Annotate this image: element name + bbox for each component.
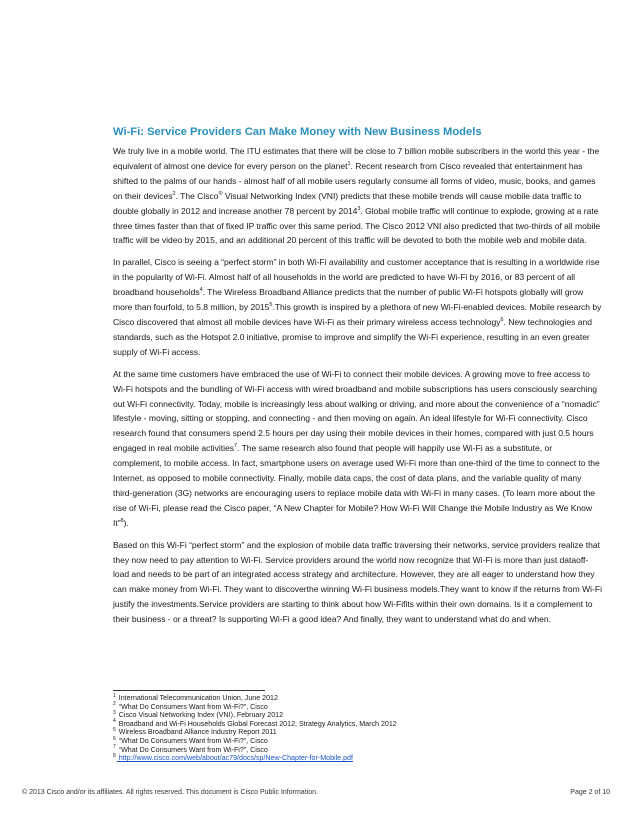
footnote-link[interactable]: http://www.cisco.com/web/about/ac79/docs/sp/New-Chapter-for-Mobile.pdf (116, 754, 353, 763)
p2-text-d: . New technologies and standards, such as the Hotspot 2.0 initiative, promise to improve and simplify the Wi-Fi experience, resulting in an even greater supply of Wi-Fi access. (113, 316, 592, 357)
main-content (113, 124, 603, 634)
p3-text-a: At the same time customers have embraced the use of Wi-Fi to connect their mobile devices. A growing move to free access to Wi-Fi hotspots and the bundling of Wi-Fi access with wired broadband and mobile subscriptions has users consciously searching out Wi-Fi connectivity. Today, mobile is increasingly less about walking or driving, and more about the convenience of a “nomadic” lifestyle - moving, sitting or stopping, and connecting - and then moving on again. An ideal lifestyle for Wi-Fi connectivity. Cisco research found that consumers spend 2.5 hours per day using their mobile devices in their homes, compared with just 0.5 hours engaged in real mobile activities (113, 368, 600, 454)
footnote-number: 2 (113, 701, 116, 708)
footnote-ref-1[interactable]: 1 (347, 161, 351, 168)
copyright-notice: © 2013 Cisco and/or its affiliates. All rights reserved. This document is Cisco Public Information. (22, 789, 318, 796)
footnote-1 (113, 694, 603, 703)
footnote-2 (113, 703, 603, 712)
footnote-ref-6[interactable]: 6 (500, 317, 504, 324)
p1-text-b: . Recent research from Cisco revealed that entertainment has shifted to the palms of our hands - almost half of all mobile users regularly consume all forms of video, music, books, and games on their devices (113, 160, 596, 201)
p2-text-b: . The Wireless Broadband Alliance predicts that the number of public Wi-Fi hotspots globally will grow more than fourfold, to 5.8 million, by 2015 (113, 287, 584, 313)
footnote-text: Wireless Broadband Alliance Industry Report 2011 (116, 728, 277, 737)
p1-text-c: . The Cisco (175, 190, 219, 201)
footnote-ref-2[interactable]: 2 (172, 190, 176, 197)
footnote-7 (113, 746, 603, 755)
p1-text-d: Visual Networking Index (VNI) predicts that these mobile trends will cause mobile data traffic to double globally in 2012 and increase another 78 percent by 2014 (113, 190, 582, 216)
footnote-number: 5 (113, 727, 116, 734)
footnote-number: 4 (113, 718, 116, 725)
footnote-ref-4[interactable]: 4 (199, 287, 203, 294)
p3-text-b: . The same research also found that people will happily use Wi-Fi as a substitute, or complement, to mobile access. In fact, smartphone users on average used Wi-Fi more than one-third of the time to connect to the Internet, as opposed to mobile connectivity. Finally, mobile data caps, the cost of data plans, and the variable quality of many third-generation (3G) networks are encouraging users to replace mobile data with Wi-Fi in many cases. (To learn more about the rise of Wi-Fi, please read the Cisco paper, “A New Chapter for Mobile? How Wi-Fi Will Change the Mobile Industry as We Know It” (113, 443, 600, 528)
p3-text-c: ). (123, 517, 129, 528)
footnote-number: 8 (113, 752, 116, 759)
page-title: Wi-Fi: Service Providers Can Make Money with New Business Models (113, 126, 482, 138)
footnote-ref-5[interactable]: 5 (269, 302, 273, 309)
paragraph-service-providers: Based on this Wi-Fi “perfect storm” and the explosion of mobile data traffic traversing their networks, service providers realize that they now need to pay attention to Wi-Fi. Service providers around the world now recognize that Wi-Fi is more than just dataoff-load and needs to be part of an integrated access strategy and architecture. However, they are all eager to understand how they can make money from Wi-Fi. They want to discoverthe winning Wi-Fi business models.They want to know if the returns from Wi-Fi justify the investments.Service providers are starting to think about how Wi-Fifits within their own domains. Is it a complement to their business - or a threat? Is supporting Wi-Fi a good idea? And finally, they want to understand what do and when. (113, 539, 602, 625)
footnote-number: 7 (113, 744, 116, 751)
footnote-8 (113, 754, 603, 763)
footnotes (113, 694, 603, 763)
footnote-number: 6 (113, 735, 116, 742)
p2-text-c: .This growth is inspired by a plethora of new Wi-Fi-enabled devices. Mobile research by Cisco discovered that almost all mobile devices have Wi-Fi as their primary wireless access technology (113, 302, 602, 327)
footnote-number: 3 (113, 709, 116, 716)
p1-text-e: . Global mobile traffic will continue to explode, growing at a rate three times faster than that of fixed IP traffic over this same period. The Cisco 2012 VNI also predicted that two-thirds of all mobile traffic will be video by 2015, and an additional 20 percent of this traffic will be devoted to both the mobile web and mobile data. (113, 205, 601, 246)
footnote-text: International Telecommunication Union, June 2012 (116, 694, 278, 702)
footnote-5 (113, 728, 603, 737)
footnote-ref-8[interactable]: 8 (120, 517, 124, 524)
footnote-ref-3[interactable]: 3 (357, 205, 361, 212)
footnote-text: “What Do Consumers Want from Wi-Fi?”, Cisco (116, 736, 268, 745)
footnote-3 (113, 711, 603, 720)
footnote-text: Broadband and Wi-Fi Households Global Forecast 2012, Strategy Analytics, March 2012 (116, 719, 397, 728)
footnote-text: Cisco Visual Networking Index (VNI), February 2012 (116, 711, 284, 720)
page-number: Page 2 of 10 (570, 789, 610, 796)
footnote-text: “What Do Consumers Want from Wi-Fi?”, Cisco (116, 702, 268, 711)
footnote-ref-7[interactable]: 7 (233, 443, 238, 450)
registered-mark: ® (218, 190, 223, 197)
paragraph-mobile-world (113, 144, 603, 248)
paragraph-perfect-storm (113, 255, 603, 359)
footnote-number: 1 (113, 692, 116, 699)
p2-text-a: In parallel, Cisco is seeing a “perfect storm” in both Wi-Fi availability and customer acceptance that is resulting in a worldwide rise in the popularity of Wi-Fi. Almost half of all households in the world are predicted to have Wi-Fi by 2016, or 83 percent of all broadband households (113, 257, 600, 298)
paragraph-customers-wifi (113, 367, 603, 531)
footnote-divider (113, 690, 265, 691)
footnote-6 (113, 737, 603, 746)
footnote-text: “What Do Consumers Want from Wi-Fi?”, Cisco (116, 745, 268, 754)
p1-text-a: We truly live in a mobile world. The ITU estimates that there will be close to 7 billion mobile subscribers in the world this year - the equivalent of almost one device for every person on the planet (113, 146, 600, 171)
